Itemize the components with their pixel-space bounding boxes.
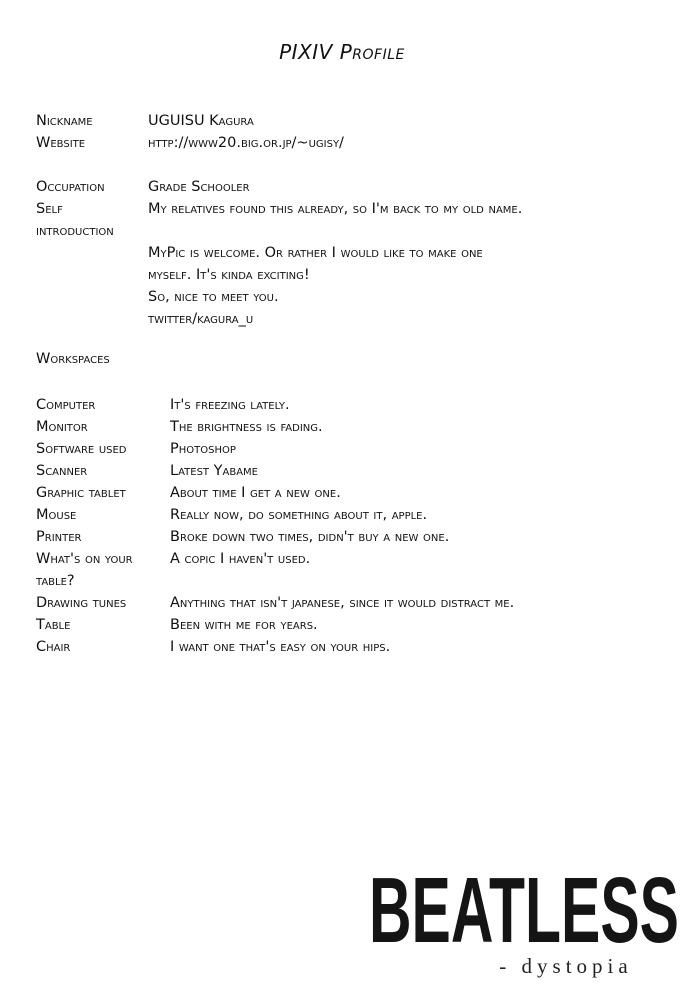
workspace-row [36,460,258,482]
workspace-row [36,526,449,548]
occupation-value: Grade Schooler [148,179,250,195]
self-intro-label-row [36,220,148,242]
workspace-row [36,504,427,526]
workspace-value: It's freezing lately. [170,397,290,413]
workspace-label: Printer [36,529,82,545]
workspace-label: table? [36,573,75,589]
workspace-label: What's on your [36,551,133,567]
workspace-row [36,570,170,592]
self-intro-line: MyPic is welcome. Or rather I would like to make one [148,245,483,261]
workspace-label: Chair [36,639,71,655]
self-intro-label-line2: introduction [36,223,114,239]
workspace-label: Graphic tablet [36,485,126,501]
workspace-label: Monitor [36,419,88,435]
workspace-value: Photoshop [170,441,236,457]
workspace-value: The brightness is fading. [170,419,323,435]
workspace-row [36,592,514,614]
nickname-label: Nickname [36,113,93,129]
self-intro-line: twitter/kagura_u [148,311,254,327]
self-intro-label-line1: Self [36,201,63,217]
workspace-label: Drawing tunes [36,595,127,611]
workspace-row [36,482,341,504]
workspace-value: I want one that's easy on your hips. [170,639,391,655]
website-value: http://www20.big.or.jp/~ugisy/ [148,135,344,151]
self-intro-line: myself. It's kinda exciting! [148,267,310,283]
workspace-value: Latest Yabame [170,463,258,479]
self-intro-line: So, nice to meet you. [148,289,279,305]
page-title: PIXIV Profile [279,40,405,64]
website-label: Website [36,135,86,151]
logo-subtitle: - dystopia [499,954,633,978]
workspace-value: About time I get a new one. [170,485,341,501]
beatless-logo [366,862,682,980]
workspace-value: A copic I haven't used. [170,551,311,567]
occupation-row [36,176,250,198]
workspace-value: Really now, do something about it, apple. [170,507,428,523]
website-row [36,132,344,154]
logo-graphic [366,862,682,980]
workspace-row [36,548,310,570]
self-intro-line: My relatives found this already, so I'm back to my old name. [148,201,523,217]
logo-word: BEATLESS [368,862,679,963]
workspace-label: Mouse [36,507,77,523]
workspace-value: Been with me for years. [170,617,318,633]
workspace-row [36,416,323,438]
self-intro-row [36,198,522,220]
workspace-row [36,394,290,416]
workspaces-heading: Workspaces [36,351,110,367]
nickname-value: UGUISU Kagura [148,113,254,129]
workspace-row [36,614,318,636]
workspace-label: Scanner [36,463,88,479]
workspace-label: Software used [36,441,127,457]
workspace-value: Anything that isn't japanese, since it would distract me. [170,595,515,611]
workspace-label: Computer [36,397,96,413]
nickname-row [36,110,254,132]
workspace-value: Broke down two times, didn't buy a new one. [170,529,450,545]
workspace-label: Table [36,617,71,633]
workspace-row [36,636,390,658]
occupation-label: Occupation [36,179,105,195]
workspace-row [36,438,236,460]
